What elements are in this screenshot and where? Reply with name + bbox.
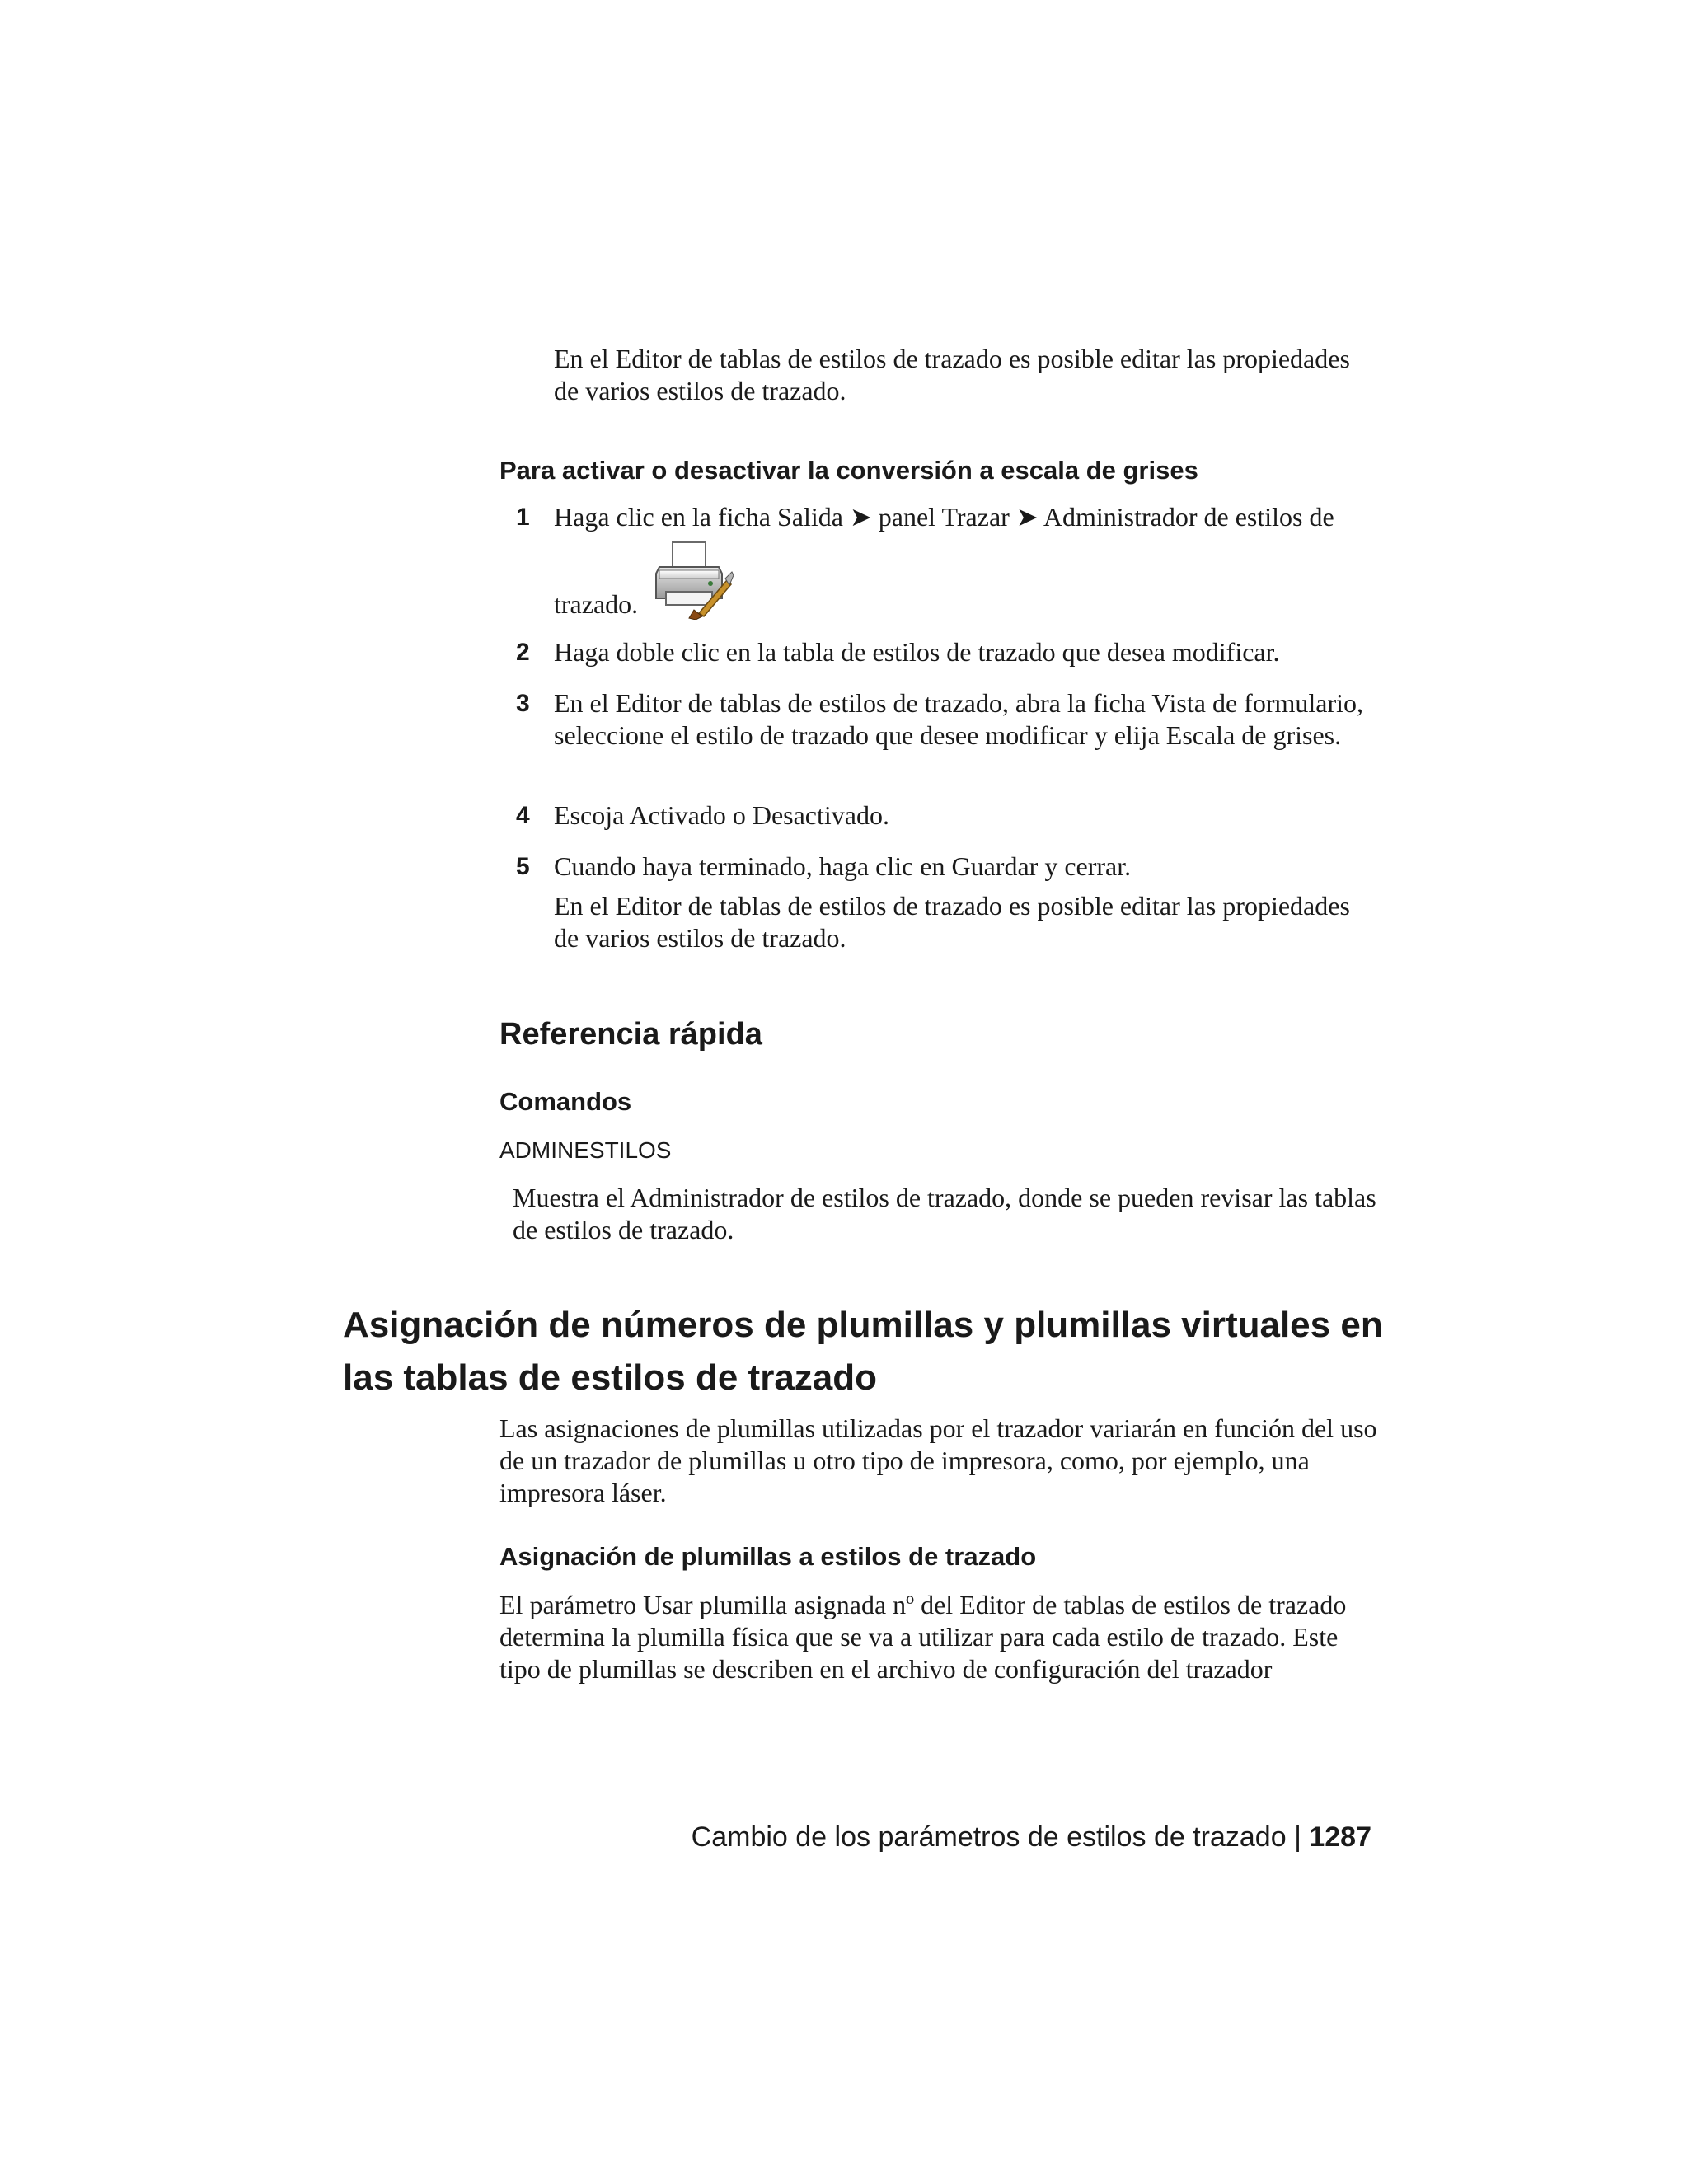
intro-note: En el Editor de tablas de estilos de trazado es posible editar las propiedades de varios estilos de trazado. [554, 344, 1350, 405]
step-number: 1 [516, 504, 530, 531]
page-footer [547, 1820, 1372, 1854]
command-name: ADMINESTILOS [499, 1137, 672, 1163]
step-number: 2 [516, 639, 530, 666]
commands-heading: Comandos [499, 1087, 632, 1116]
step-text: Cuando haya terminado, haga clic en Guardar y cerrar. [554, 851, 1132, 881]
chapter-paragraph: El parámetro Usar plumilla asignada nº del Editor de tablas de estilos de trazado determina la plumilla física que se va a utilizar para cada estilo de trazado. Este tipo de plumillas se describen en el archivo de configuración del trazador [499, 1590, 1347, 1684]
running-title: Cambio de los parámetros de estilos de trazado [691, 1821, 1287, 1853]
chapter-intro: Las asignaciones de plumillas utilizadas por el trazador variarán en función del uso de un trazador de plumillas u otro tipo de impresora, como, por ejemplo, una impresora láser. [499, 1413, 1377, 1507]
page-number: 1287 [1309, 1821, 1372, 1853]
step-number: 5 [516, 853, 530, 880]
step-text: Haga doble clic en la tabla de estilos de trazado que desea modificar. [554, 637, 1280, 667]
step-text: En el Editor de tablas de estilos de trazado, abra la ficha Vista de formulario, seleccione el estilo de trazado que desee modificar y elija Escala de grises. [554, 688, 1364, 750]
command-description: Muestra el Administrador de estilos de trazado, donde se pueden revisar las tablas de estilos de trazado. [513, 1183, 1376, 1244]
chapter-title: Asignación de números de plumillas y plumillas virtuales en las tablas de estilos de trazado [343, 1305, 1383, 1398]
footer-separator: | [1294, 1821, 1301, 1853]
step-text: Escoja Activado o Desactivado. [554, 800, 889, 830]
subheading: Asignación de plumillas a estilos de trazado [499, 1542, 1037, 1571]
step-number: 4 [516, 802, 530, 829]
step-5-note: En el Editor de tablas de estilos de trazado es posible editar las propiedades de varios estilos de trazado. [554, 891, 1350, 953]
procedure-title: Para activar o desactivar la conversión a escala de grises [499, 456, 1198, 485]
step-number: 3 [516, 690, 530, 717]
step-text: Haga clic en la ficha Salida ➤ panel Trazar ➤ Administrador de estilos de [554, 502, 1334, 532]
step-text-continued: trazado. [554, 589, 639, 619]
quick-reference-title: Referencia rápida [499, 1017, 762, 1052]
plot-style-manager-icon[interactable] [651, 537, 734, 624]
